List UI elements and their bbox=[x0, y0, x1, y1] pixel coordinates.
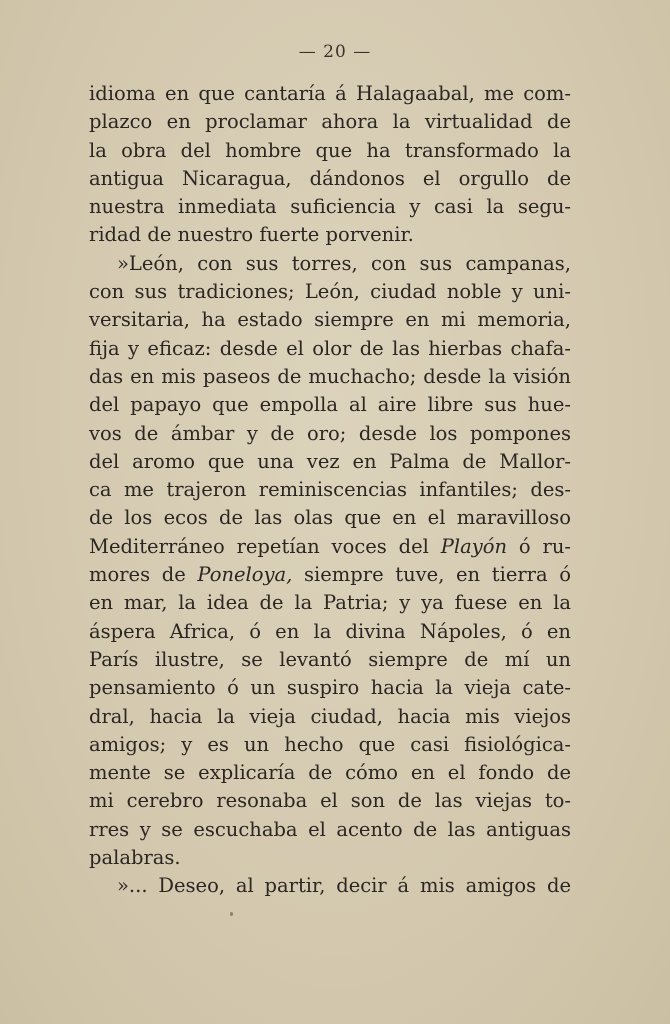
text-line: fija y eficaz: desde el olor de las hierbas chafa- bbox=[89, 336, 571, 360]
text-line: áspera Africa, ó en la divina Nápoles, ó en bbox=[89, 619, 571, 643]
text-line: palabras. bbox=[89, 846, 181, 870]
text-line: versitaria, ha estado siempre en mi memoria, bbox=[89, 308, 571, 332]
text-line: con sus tradiciones; León, ciudad noble y uni- bbox=[89, 280, 571, 304]
text-line: idioma en que cantaría á Halagaabal, me com- bbox=[89, 82, 571, 105]
text-line: nuestra inmediata suficiencia y casi la segu- bbox=[89, 195, 571, 219]
text-line: plazco en proclamar ahora la virtualidad de bbox=[89, 110, 571, 134]
text-span: mores de bbox=[89, 563, 198, 587]
text-line: »León, con sus torres, con sus campanas, bbox=[117, 251, 571, 275]
text-span: Mediterráneo repetían voces del bbox=[89, 534, 441, 558]
text-line: del aromo que una vez en Palma de Mallor- bbox=[89, 449, 571, 473]
text-line: vos de ámbar y de oro; desde los pompones bbox=[89, 421, 571, 445]
body-text bbox=[89, 80, 571, 901]
text-line: das en mis paseos de muchacho; desde la visión bbox=[89, 364, 571, 388]
text-line: de los ecos de las olas que en el maravilloso bbox=[89, 506, 571, 530]
text-line: rres y se escuchaba el acento de las antiguas bbox=[89, 817, 571, 841]
text-line: pensamiento ó un suspiro hacia la vieja cate- bbox=[89, 676, 571, 700]
text-line bbox=[89, 561, 571, 589]
ink-speck bbox=[230, 912, 233, 916]
text-line: la obra del hombre que ha transformado la bbox=[89, 138, 571, 162]
text-line: »... Deseo, al partir, decir á mis amigos de bbox=[117, 874, 571, 898]
text-line: del papayo que empolla al aire libre sus hue- bbox=[89, 393, 571, 417]
text-line: mi cerebro resonaba el son de las viejas to- bbox=[89, 789, 571, 813]
text-line: París ilustre, se levantó siempre de mí un bbox=[89, 647, 571, 671]
text-line: ca me trajeron reminiscencias infantiles; des- bbox=[89, 478, 571, 502]
text-line: mente se explicaría de cómo en el fondo de bbox=[89, 761, 571, 785]
text-span: siempre tuve, en tierra ó bbox=[292, 563, 571, 587]
italic-place-name: Playón bbox=[440, 534, 508, 558]
italic-place-name: Poneloya, bbox=[197, 563, 293, 587]
text-line: amigos; y es un hecho que casi fisiológica- bbox=[89, 732, 571, 756]
text-span: ó ru- bbox=[507, 534, 571, 558]
text-line: dral, hacia la vieja ciudad, hacia mis viejos bbox=[89, 704, 571, 728]
text-line: en mar, la idea de la Patria; y ya fuese en la bbox=[89, 591, 571, 615]
text-line bbox=[89, 533, 571, 561]
text-line: antigua Nicaragua, dándonos el orgullo de bbox=[89, 166, 571, 190]
page-number: — 20 — bbox=[298, 42, 372, 62]
text-line: ridad de nuestro fuerte porvenir. bbox=[89, 223, 414, 247]
